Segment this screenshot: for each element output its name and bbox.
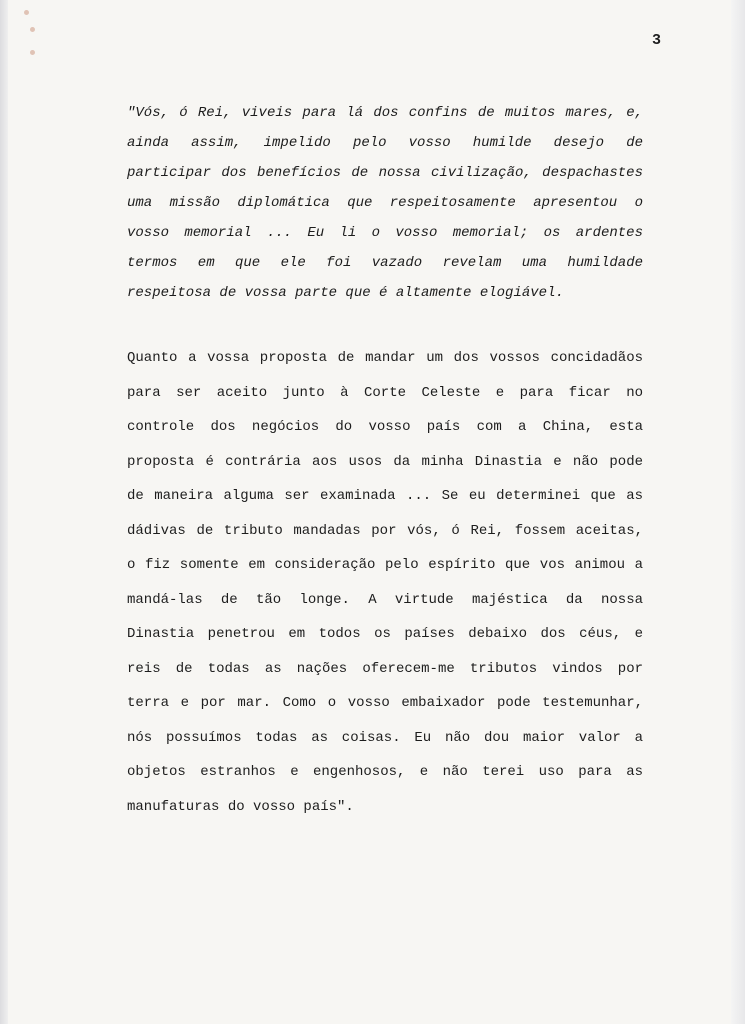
text-line: o fiz somente em consideração pelo espírito que vos animou a (127, 557, 643, 573)
text-line: ainda assim, impelido pelo vosso humilde desejo de (127, 135, 643, 151)
text-line: terra e por mar. Como o vosso embaixador pode testemunhar, (127, 695, 643, 711)
quote-paragraph-2 (127, 341, 643, 824)
text-line: uma missão diplomática que respeitosamente apresentou o (127, 195, 643, 211)
quote-paragraph-1 (127, 98, 643, 308)
text-line: termos em que ele foi vazado revelam uma humildade (127, 255, 643, 271)
text-line: "Vós, ó Rei, viveis para lá dos confins de muitos mares, e, (127, 105, 643, 121)
text-line: controle dos negócios do vosso país com a China, esta (127, 419, 643, 435)
text-line: dádivas de tributo mandadas por vós, ó Rei, fossem aceitas, (127, 522, 643, 539)
text-line: proposta é contrária aos usos da minha Dinastia e não pode (127, 453, 643, 470)
punch-mark (30, 50, 35, 55)
text-line: objetos estranhos e engenhosos, e não terei uso para as (127, 764, 643, 780)
page-number: 3 (652, 32, 662, 49)
text-line: participar dos benefícios de nossa civilização, despachastes (127, 165, 643, 181)
text-line: de maneira alguma ser examinada ... Se eu determinei que as (127, 488, 643, 504)
punch-mark (30, 27, 35, 32)
text-line: Quanto a vossa proposta de mandar um dos vossos concidadãos (127, 350, 643, 366)
punch-mark (24, 10, 29, 15)
text-line: vosso memorial ... Eu li o vosso memorial; os ardentes (127, 225, 643, 241)
text-line: nós possuímos todas as coisas. Eu não dou maior valor a (127, 729, 643, 746)
scan-right-edge (731, 0, 745, 1024)
text-line: manufaturas do vosso país". (127, 798, 354, 815)
text-line: Dinastia penetrou em todos os países debaixo dos céus, e (127, 626, 643, 642)
text-line: mandá-las de tão longe. A virtude majéstica da nossa (127, 591, 643, 608)
text-line: reis de todas as nações oferecem-me tributos vindos por (127, 660, 643, 677)
text-line: para ser aceito junto à Corte Celeste e para ficar no (127, 384, 643, 401)
scan-left-edge (0, 0, 8, 1024)
text-line: respeitosa de vossa parte que é altamente elogiável. (127, 285, 564, 301)
